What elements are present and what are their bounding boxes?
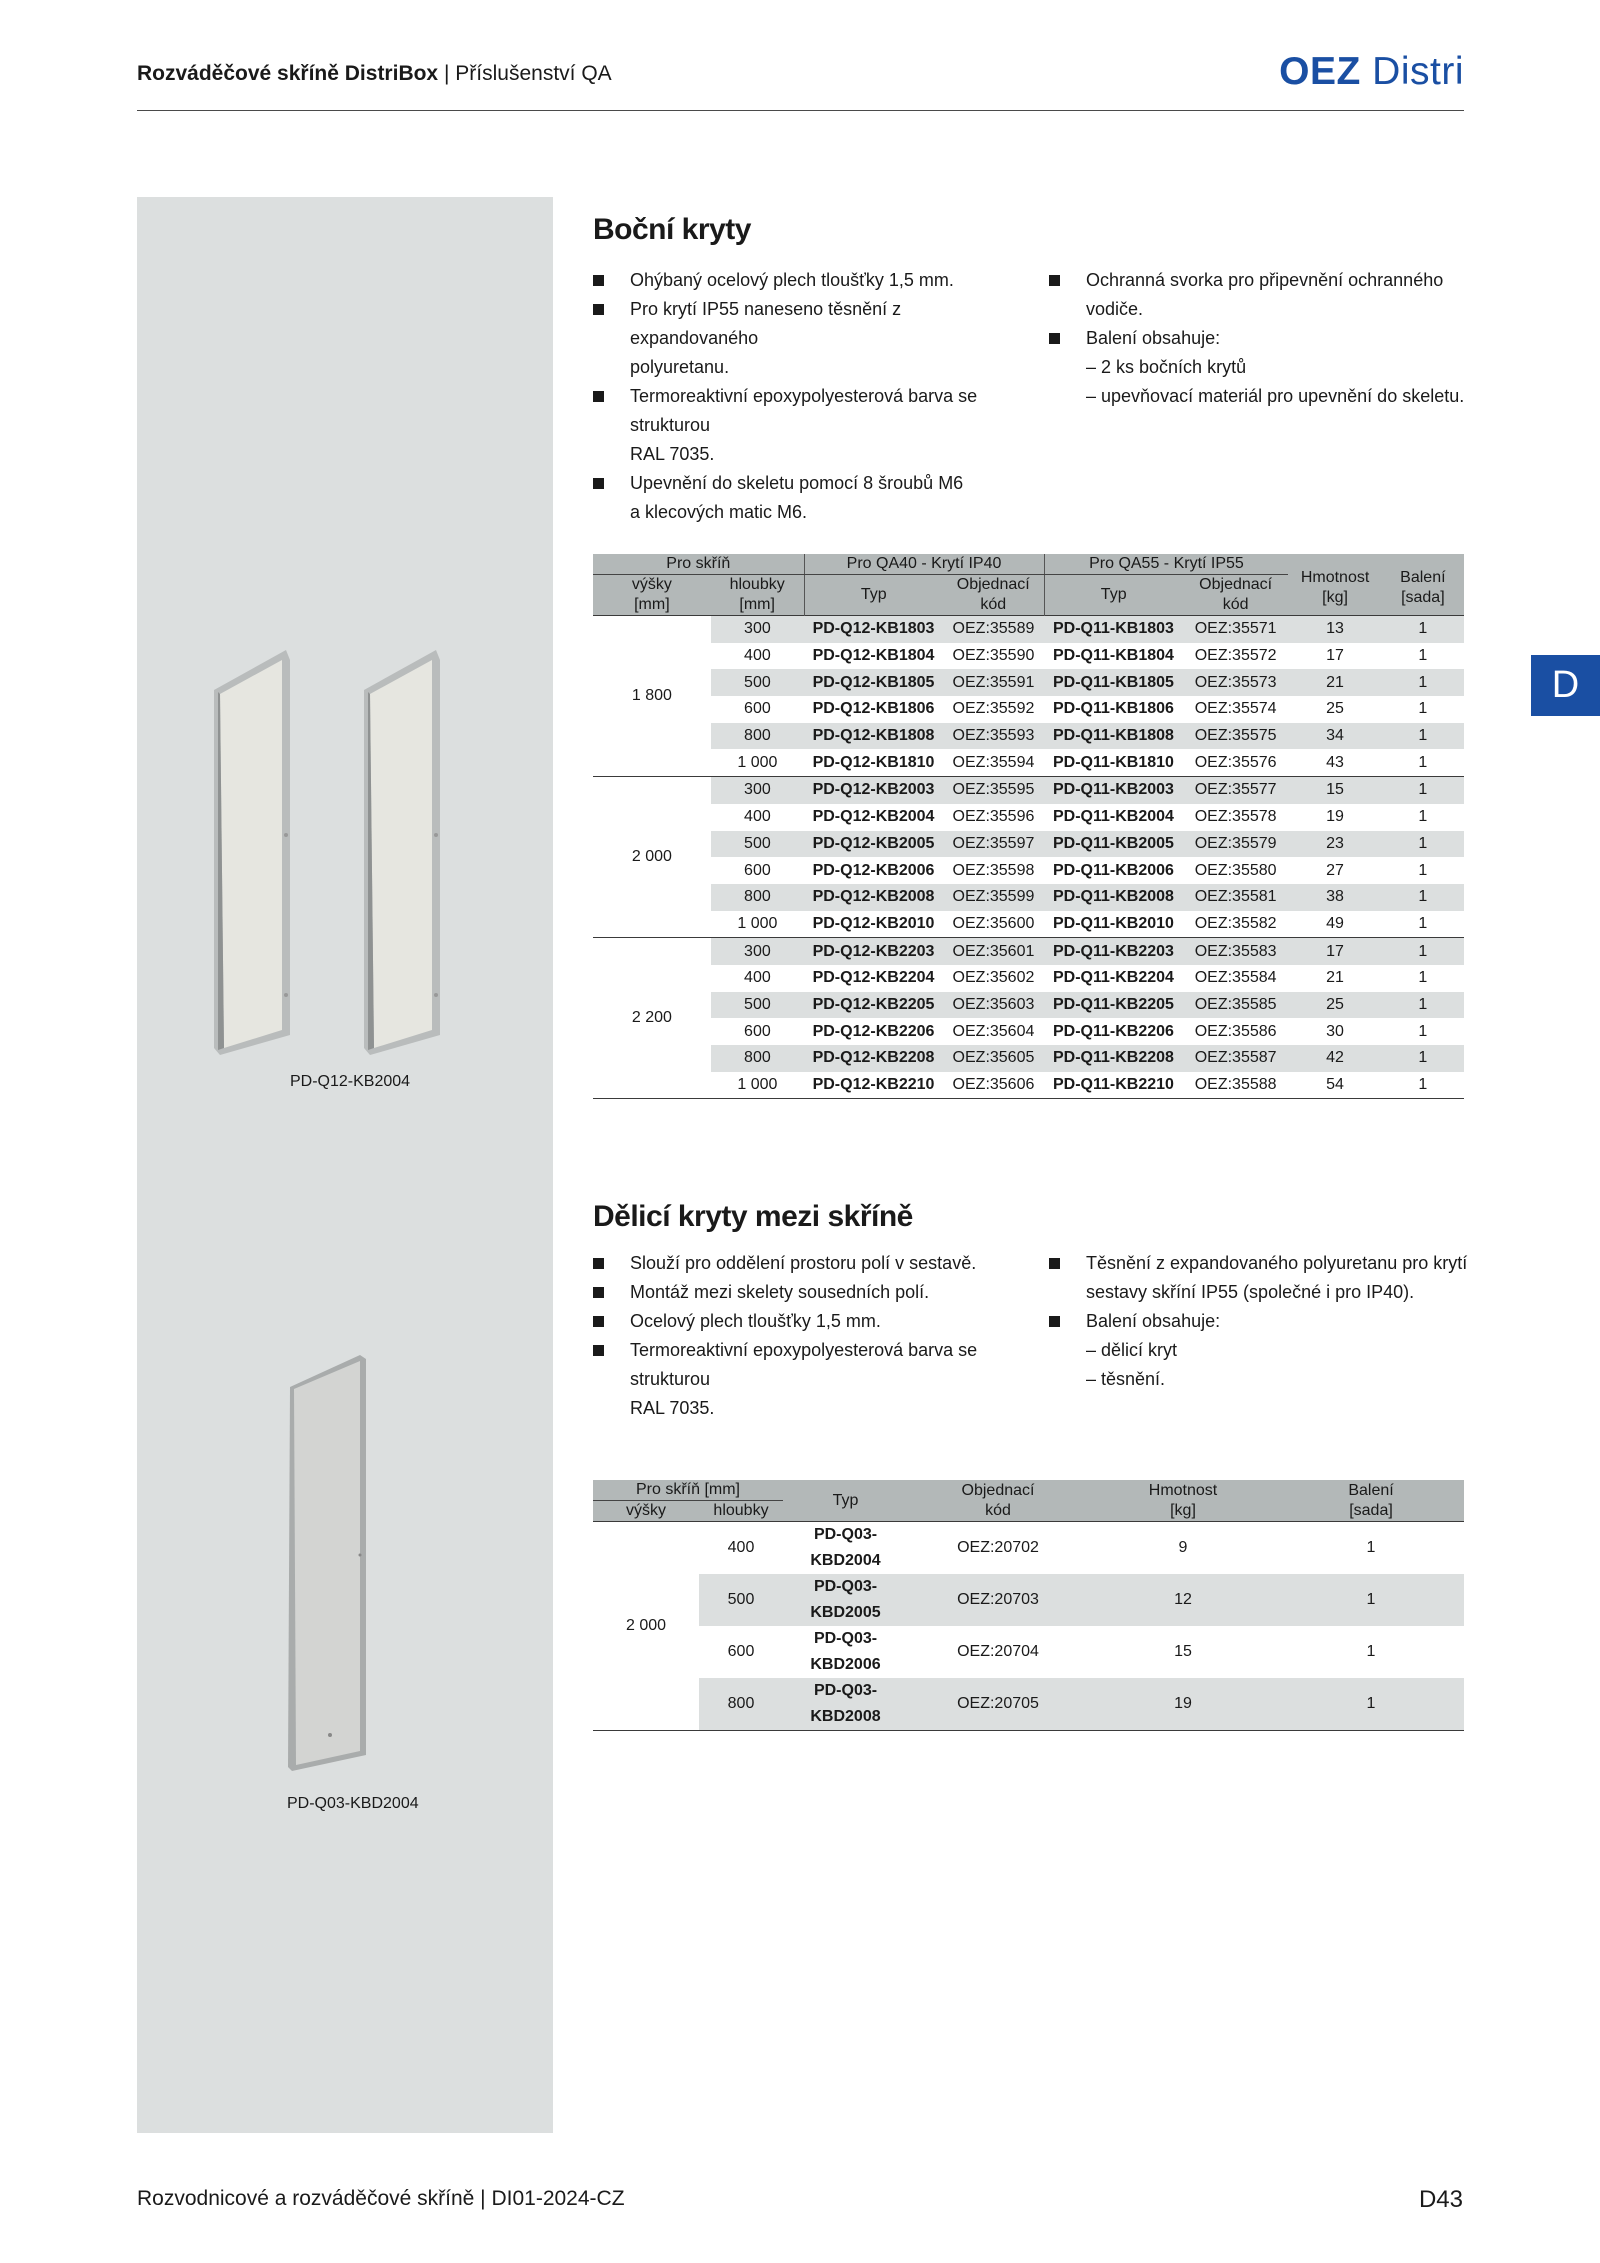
- table-cell: OEZ:35603: [943, 992, 1044, 1019]
- table-cell: 800: [711, 723, 804, 750]
- table-cell: 1: [1382, 777, 1464, 804]
- table-cell: 300: [711, 777, 804, 804]
- table-row: [593, 911, 1464, 938]
- table-cell: 17: [1326, 647, 1344, 665]
- header-typ-2: Typ: [783, 1480, 908, 1522]
- table-cell: 9: [1088, 1522, 1278, 1575]
- table-cell: OEZ:20702: [908, 1522, 1088, 1575]
- table-cell: OEZ:35578: [1194, 808, 1277, 826]
- table-cell: PD-Q12-KB2010: [812, 914, 935, 932]
- table-row: [593, 804, 1464, 831]
- bullet-item: RAL 7035.: [630, 1398, 715, 1418]
- table-row: [593, 1574, 1464, 1626]
- table-cell: 800: [711, 884, 804, 911]
- header-hmotnost: [1288, 554, 1381, 616]
- table-cell: 43: [1326, 753, 1344, 771]
- header-pro-skrin: Pro skříň: [593, 554, 804, 575]
- table-cell: PD-Q11-KB1808: [1044, 723, 1183, 750]
- table-cell: PD-Q11-KB1803: [1044, 616, 1183, 643]
- header-hmotnost-2-label: Hmotnost: [1148, 1481, 1218, 1499]
- bullet-item: – upevňovací materiál pro upevnění do skeletu.: [1086, 386, 1465, 406]
- table-cell: PD-Q11-KB2005: [1044, 831, 1183, 858]
- table-cell: 19: [1088, 1678, 1278, 1731]
- divider-panel-caption: PD-Q03-KBD2004: [287, 1795, 419, 1812]
- table-cell: 600: [744, 1022, 771, 1040]
- bullet-item: Těsnění z expandovaného polyuretanu pro krytí: [1049, 1249, 1489, 1278]
- table-cell: 25: [1288, 992, 1381, 1019]
- side-panels-caption: PD-Q12-KB2004: [290, 1073, 411, 1090]
- table-cell: 500: [699, 1574, 783, 1626]
- oez-distri-logo: [1279, 50, 1464, 94]
- page-header: [137, 52, 1464, 111]
- table-cell: OEZ:35606: [943, 1072, 1044, 1099]
- table-cell: 600: [744, 861, 771, 879]
- table-cell: 21: [1326, 969, 1344, 987]
- table-cell: OEZ:35577: [1183, 777, 1289, 804]
- table-cell: 500: [711, 669, 804, 696]
- table-cell: 1: [1418, 647, 1428, 665]
- header-hloubky: hloubky: [711, 575, 804, 596]
- table-cell: 1 000: [737, 753, 778, 771]
- table-cell: 500: [711, 992, 804, 1019]
- table-cell: 1: [1382, 616, 1464, 643]
- table-cell: 1: [1382, 884, 1464, 911]
- bullet-item: – dělicí kryt: [1086, 1340, 1178, 1360]
- table-row: [593, 749, 1464, 776]
- bullet-item: Balení obsahuje:: [1049, 324, 1489, 353]
- table-cell: OEZ:35589: [943, 616, 1044, 643]
- table-cell: PD-Q11-KB2204: [1052, 969, 1174, 987]
- table-cell: 1: [1418, 808, 1428, 826]
- header-baleni: [1382, 554, 1464, 616]
- bullet-item: sestavy skříní IP55 (společné i pro IP40).: [1086, 1282, 1415, 1302]
- table-cell: PD-Q12-KB1803: [804, 616, 943, 643]
- header-vysky-2: výšky: [593, 1501, 699, 1522]
- table-cell: 300: [711, 938, 804, 965]
- table-cell: PD-Q03-KBD2005: [783, 1574, 908, 1626]
- table-cell: 1: [1278, 1522, 1464, 1575]
- table-cell: OEZ:20704: [957, 1643, 1039, 1660]
- table-cell: PD-Q12-KB1810: [812, 753, 935, 771]
- bullet-item: Montáž mezi skelety sousedních polí.: [593, 1278, 1033, 1307]
- table-cell: 2 000: [593, 1522, 699, 1731]
- table-cell: 19: [1326, 808, 1344, 826]
- chapter-tab: D: [1531, 655, 1600, 716]
- table-cell: PD-Q11-KB2010: [1052, 914, 1174, 932]
- table-row: [593, 669, 1464, 696]
- table-row: [593, 1626, 1464, 1678]
- table-cell: OEZ:35595: [943, 777, 1044, 804]
- table-row: [593, 857, 1464, 884]
- table-cell: 600: [727, 1643, 755, 1660]
- bullet-item: Slouží pro oddělení prostoru polí v sestavě.: [593, 1249, 1033, 1278]
- header-baleni-2-label: Balení: [1348, 1481, 1394, 1499]
- table-cell: 42: [1288, 1045, 1381, 1072]
- bullet-item: RAL 7035.: [630, 444, 715, 464]
- table-cell: OEZ:35593: [943, 723, 1044, 750]
- bullet-item: Termoreaktivní epoxypolyesterová barva se strukturou: [593, 1336, 1033, 1394]
- table-cell: 400: [699, 1522, 783, 1575]
- table-cell: 38: [1288, 884, 1381, 911]
- table-row: [593, 696, 1464, 723]
- table-cell: 1: [1366, 1643, 1376, 1660]
- table-cell: OEZ:35605: [943, 1045, 1044, 1072]
- header-typ-40: Typ: [804, 575, 943, 616]
- header-kod-2: kód: [985, 1501, 1011, 1519]
- table-cell: PD-Q12-KB2210: [804, 1072, 943, 1099]
- table-row: [593, 938, 1464, 965]
- table-cell: OEZ:35571: [1183, 616, 1289, 643]
- table-cell: OEZ:20703: [908, 1574, 1088, 1626]
- table-cell: OEZ:35591: [943, 669, 1044, 696]
- table-cell: PD-Q11-KB2003: [1044, 777, 1183, 804]
- table-cell: 27: [1326, 861, 1344, 879]
- table-cell: 1: [1418, 753, 1428, 771]
- header-hloubky-unit: [mm]: [711, 595, 804, 616]
- side-covers-table: [593, 554, 1464, 1099]
- table-cell: OEZ:35581: [1183, 884, 1289, 911]
- table-row: [593, 965, 1464, 992]
- table-cell: OEZ:35596: [952, 808, 1035, 826]
- table-cell: PD-Q12-KB1806: [812, 700, 935, 718]
- table-row: [593, 1072, 1464, 1099]
- table-cell: OEZ:35599: [943, 884, 1044, 911]
- table-row: [593, 1018, 1464, 1045]
- table-cell: 1: [1382, 669, 1464, 696]
- table-cell: 1 800: [593, 616, 711, 777]
- logo-distri: Distri: [1372, 50, 1464, 93]
- header-qa55: Pro QA55 - Krytí IP55: [1044, 554, 1288, 575]
- bullet-list-right-2: [1049, 1249, 1489, 1394]
- section-title-2: Dělicí kryty mezi skříně: [593, 1200, 913, 1233]
- table-cell: OEZ:35597: [943, 831, 1044, 858]
- table-cell: 1 000: [711, 1072, 804, 1099]
- table-cell: 1: [1278, 1574, 1464, 1626]
- header-hmotnost-2-unit: [kg]: [1170, 1501, 1196, 1519]
- bullet-item: – 2 ks bočních krytů: [1086, 357, 1247, 377]
- table-cell: OEZ:35579: [1183, 831, 1289, 858]
- table-cell: 1: [1382, 938, 1464, 965]
- table-cell: OEZ:35587: [1183, 1045, 1289, 1072]
- table-cell: PD-Q03-KBD2004: [783, 1522, 908, 1575]
- table-cell: 23: [1288, 831, 1381, 858]
- bullet-item: Upevnění do skeletu pomocí 8 šroubů M6: [593, 469, 1033, 498]
- table-row: [593, 1522, 1464, 1575]
- table-cell: PD-Q12-KB2003: [804, 777, 943, 804]
- table-cell: PD-Q12-KB2206: [812, 1022, 935, 1040]
- bullet-item: Termoreaktivní epoxypolyesterová barva se strukturou: [593, 382, 1033, 440]
- table-cell: 15: [1174, 1643, 1192, 1660]
- table-cell: 1: [1278, 1678, 1464, 1731]
- header-typ-55: Typ: [1044, 575, 1183, 616]
- header-baleni-unit: [sada]: [1401, 588, 1445, 606]
- table-cell: OEZ:35576: [1194, 753, 1277, 771]
- header-hmotnost-label: Hmotnost: [1300, 568, 1370, 586]
- table-cell: OEZ:35600: [952, 914, 1035, 932]
- table-cell: OEZ:35602: [952, 969, 1035, 987]
- header-vysky: výšky: [593, 575, 711, 596]
- bullet-item: Ocelový plech tloušťky 1,5 mm.: [593, 1307, 1033, 1336]
- table-cell: OEZ:35585: [1183, 992, 1289, 1019]
- table-row: [593, 723, 1464, 750]
- table-cell: 17: [1288, 938, 1381, 965]
- bullet-item: Balení obsahuje:: [1049, 1307, 1489, 1336]
- table-cell: PD-Q12-KB2005: [804, 831, 943, 858]
- table-cell: PD-Q12-KB1804: [812, 647, 935, 665]
- table-cell: PD-Q12-KB2203: [804, 938, 943, 965]
- table-cell: OEZ:35592: [952, 700, 1035, 718]
- table-cell: 1: [1382, 1072, 1464, 1099]
- table-cell: PD-Q11-KB2205: [1044, 992, 1183, 1019]
- table-cell: PD-Q12-KB1805: [804, 669, 943, 696]
- table-cell: 1: [1418, 1022, 1428, 1040]
- table-cell: PD-Q12-KB2205: [804, 992, 943, 1019]
- header-objednaci-40: Objednací: [943, 575, 1044, 596]
- table-cell: OEZ:35598: [952, 861, 1035, 879]
- table-cell: 13: [1288, 616, 1381, 643]
- table-cell: PD-Q11-KB2208: [1044, 1045, 1183, 1072]
- table-cell: PD-Q03-KBD2008: [783, 1678, 908, 1731]
- table-cell: OEZ:35588: [1183, 1072, 1289, 1099]
- table-cell: OEZ:35586: [1194, 1022, 1277, 1040]
- table-cell: 1: [1418, 861, 1428, 879]
- table-cell: 600: [744, 700, 771, 718]
- header-baleni-2: [1278, 1480, 1464, 1522]
- header-hmotnost-unit: [kg]: [1322, 588, 1348, 606]
- table-cell: PD-Q03-KBD2006: [810, 1630, 881, 1673]
- table-row: [593, 1045, 1464, 1072]
- table-cell: OEZ:35582: [1194, 914, 1277, 932]
- table-cell: PD-Q11-KB2008: [1044, 884, 1183, 911]
- bullet-list-left-2: [593, 1249, 1033, 1423]
- header-objednaci-2-label: Objednací: [961, 1481, 1035, 1499]
- image-sidebar: [137, 197, 553, 2133]
- bullet-item: a klecových matic M6.: [630, 502, 808, 522]
- table-cell: OEZ:35601: [943, 938, 1044, 965]
- bullet-list-left: [593, 266, 1033, 527]
- bullet-item: Ohýbaný ocelový plech tloušťky 1,5 mm.: [593, 266, 1033, 295]
- table-cell: PD-Q11-KB2206: [1052, 1022, 1174, 1040]
- logo-oez: OEZ: [1279, 50, 1361, 93]
- table-cell: 800: [711, 1045, 804, 1072]
- header-hloubky-2: hloubky: [699, 1501, 783, 1522]
- table-cell: 30: [1326, 1022, 1344, 1040]
- table-cell: OEZ:35584: [1194, 969, 1277, 987]
- bullet-list-right: [1049, 266, 1489, 411]
- table-cell: 49: [1326, 914, 1344, 932]
- table-cell: 1: [1418, 969, 1428, 987]
- header-title-rest: Příslušenství QA: [455, 62, 612, 85]
- bullet-item: polyuretanu.: [630, 357, 730, 377]
- header-baleni-label: Balení: [1400, 568, 1446, 586]
- table-cell: 1: [1382, 1045, 1464, 1072]
- header-kod-55: kód: [1183, 595, 1289, 616]
- table-cell: PD-Q11-KB2004: [1052, 808, 1174, 826]
- table-cell: 2 000: [593, 777, 711, 938]
- table-cell: 800: [699, 1678, 783, 1731]
- table-row: [593, 643, 1464, 670]
- table-cell: 500: [711, 831, 804, 858]
- table-row: [593, 616, 1464, 643]
- table-cell: OEZ:35572: [1194, 647, 1277, 665]
- table-cell: OEZ:35574: [1194, 700, 1277, 718]
- table-cell: 1: [1418, 914, 1428, 932]
- table-cell: 2 200: [593, 938, 711, 1099]
- table-cell: 1 000: [737, 914, 778, 932]
- table-cell: 34: [1288, 723, 1381, 750]
- footer-catalog: Rozvodnicové a rozváděčové skříně | DI01-2024-CZ: [137, 2187, 625, 2210]
- table-cell: 21: [1288, 669, 1381, 696]
- header-hmotnost-2: [1088, 1480, 1278, 1522]
- bullet-item: – těsnění.: [1086, 1369, 1166, 1389]
- table-cell: 1: [1382, 723, 1464, 750]
- divider-covers-table: [593, 1480, 1464, 1731]
- header-pro-skrin-2: Pro skříň [mm]: [593, 1480, 783, 1501]
- table-row: [593, 777, 1464, 804]
- bullet-item: Ochranná svorka pro připevnění ochranného vodiče.: [1049, 266, 1489, 324]
- header-baleni-2-unit: [sada]: [1349, 1501, 1393, 1519]
- table-cell: PD-Q11-KB2210: [1044, 1072, 1183, 1099]
- table-cell: 300: [711, 616, 804, 643]
- table-cell: OEZ:35594: [952, 753, 1035, 771]
- table-cell: PD-Q12-KB2004: [812, 808, 935, 826]
- table-cell: PD-Q11-KB1805: [1044, 669, 1183, 696]
- table-cell: PD-Q12-KB2008: [804, 884, 943, 911]
- table-row: [593, 992, 1464, 1019]
- table-cell: PD-Q11-KB1806: [1052, 700, 1174, 718]
- page-number: D43: [1418, 2186, 1463, 2213]
- table-cell: 400: [744, 808, 771, 826]
- table-cell: OEZ:35580: [1194, 861, 1277, 879]
- header-separator: |: [443, 62, 450, 85]
- header-objednaci-55: Objednací: [1183, 575, 1289, 596]
- section-title: Boční kryty: [593, 213, 751, 246]
- table-row: [593, 831, 1464, 858]
- table-row: [593, 1678, 1464, 1731]
- table-cell: OEZ:35573: [1183, 669, 1289, 696]
- table-cell: 25: [1326, 700, 1344, 718]
- header-qa40: Pro QA40 - Krytí IP40: [804, 554, 1044, 575]
- table-cell: 1: [1418, 700, 1428, 718]
- side-panels-image: [210, 650, 450, 1060]
- table-cell: 1: [1382, 831, 1464, 858]
- header-title-bold: Rozváděčové skříně DistriBox: [137, 62, 439, 85]
- table-cell: OEZ:35604: [952, 1022, 1035, 1040]
- table-cell: PD-Q12-KB2208: [804, 1045, 943, 1072]
- table-cell: OEZ:20705: [908, 1678, 1088, 1731]
- table-cell: PD-Q12-KB1808: [804, 723, 943, 750]
- bullet-item: Pro krytí IP55 naneseno těsnění z expandovaného: [593, 295, 1033, 353]
- table-cell: 400: [744, 647, 771, 665]
- table-cell: PD-Q12-KB2204: [812, 969, 935, 987]
- table-cell: PD-Q11-KB2203: [1044, 938, 1183, 965]
- table-cell: OEZ:35575: [1183, 723, 1289, 750]
- table-cell: OEZ:35590: [952, 647, 1035, 665]
- table-cell: PD-Q11-KB1810: [1052, 753, 1174, 771]
- table-cell: 1: [1382, 992, 1464, 1019]
- table-cell: PD-Q11-KB1804: [1052, 647, 1174, 665]
- header-objednaci-2: [908, 1480, 1088, 1522]
- table-cell: 15: [1288, 777, 1381, 804]
- table-cell: 12: [1088, 1574, 1278, 1626]
- header-vysky-unit: [mm]: [593, 595, 711, 616]
- table-cell: 54: [1288, 1072, 1381, 1099]
- table-cell: 400: [744, 969, 771, 987]
- header-title: [137, 62, 612, 86]
- table-cell: PD-Q12-KB2006: [812, 861, 935, 879]
- table-row: [593, 884, 1464, 911]
- divider-panel-image: [280, 1355, 390, 1775]
- table-cell: OEZ:35583: [1183, 938, 1289, 965]
- header-kod-40: kód: [943, 595, 1044, 616]
- table-cell: PD-Q11-KB2006: [1052, 861, 1174, 879]
